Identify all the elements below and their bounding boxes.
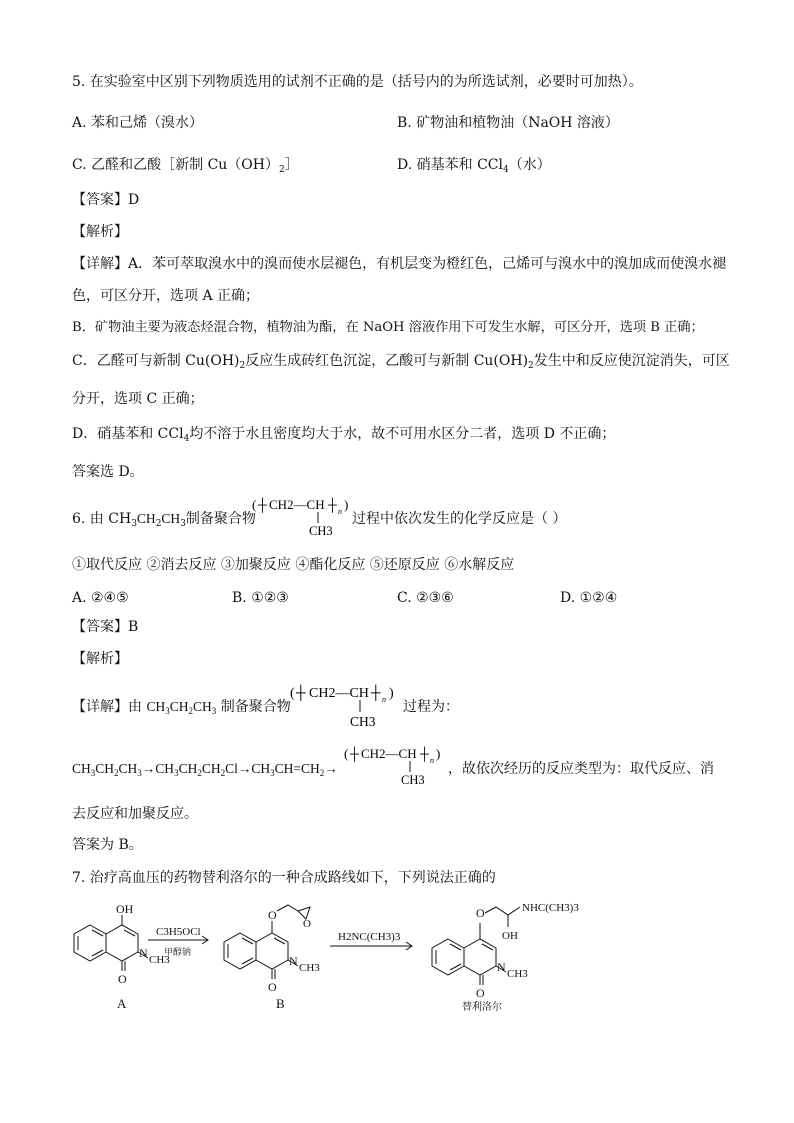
compound-a-label: A <box>117 996 127 1011</box>
svg-text:CH3: CH3 <box>149 954 170 966</box>
q6-option-a: A. ②④⑤ <box>72 590 129 606</box>
svg-text:): ) <box>389 686 394 701</box>
svg-text:(: ( <box>290 686 295 701</box>
product-label: 替利洛尔 <box>462 1002 502 1013</box>
q5-conclusion: 答案选 D。 <box>72 464 144 480</box>
svg-text:CH3: CH3 <box>401 773 425 787</box>
q5-detail-d: D．硝基苯和 CCl$_4$均不溶于水且密度均大于水，故不可用水区分二者，选项 D 不正确； <box>72 426 616 444</box>
q6-detail-line: 【详解】由 $CH_3CH_2CH_3$ 制备聚合物 <box>72 699 291 716</box>
q6-answer: 【答案】B <box>72 619 139 635</box>
svg-text:O: O <box>268 908 277 922</box>
q6-route-tail: ，故依次经历的反应类型为：取代反应、消 <box>448 761 714 777</box>
q6-option-d: D. ①②④ <box>560 590 618 606</box>
q5-analysis-heading: 【解析】 <box>72 224 128 240</box>
q6-conclusion: 答案为 B。 <box>72 837 143 853</box>
svg-text:NHC(CH3)3: NHC(CH3)3 <box>522 902 579 914</box>
condition-sodium-methoxide: 甲醇钠 <box>164 947 192 957</box>
svg-text:N: N <box>139 946 148 960</box>
reagent-c3h5ocl: C3H5OCl <box>156 926 201 938</box>
q5-answer: 【答案】D <box>72 192 140 208</box>
svg-text:O: O <box>476 986 485 1000</box>
q6-detail-tail: 过程为： <box>403 699 459 715</box>
q6-analysis-heading: 【解析】 <box>72 651 128 667</box>
q6-stem: 6. 由 $CH_3CH_2CH_3$制备聚合物 <box>72 511 256 529</box>
q5-stem: 5. 在实验室中区别下列物质选用的试剂不正确的是（括号内的为所选试剂，必要时可加热）。 <box>72 74 643 90</box>
svg-text:O: O <box>476 906 485 920</box>
svg-text:): ) <box>344 497 349 512</box>
q5-detail-c-line1: C．乙醛可与新制 $Cu(OH)_2$反应生成砖红色沉淀，乙酸可与新制 $Cu(OH)_2$发生中和反应使沉淀消失，可区 <box>72 353 730 371</box>
q6-option-b: B. ①②③ <box>232 590 289 606</box>
q5-option-a: A. 苯和己烯（溴水） <box>72 115 204 131</box>
svg-text:n: n <box>382 695 386 704</box>
svg-text:N: N <box>497 960 506 974</box>
q5-option-d: D. 硝基苯和 CCl$_4$（水） <box>397 157 551 175</box>
svg-text:┼: ┼ <box>350 747 359 761</box>
compound-a-structure <box>74 915 148 971</box>
q6-stem-tail: 过程中依次发生的化学反应是（ ） <box>352 511 567 527</box>
synthesis-route-diagram <box>60 895 620 1015</box>
q6-reaction-list: ①取代反应 ②消去反应 ③加聚反应 ④酯化反应 ⑤还原反应 ⑥水解反应 <box>72 557 515 573</box>
svg-text:OH: OH <box>116 902 134 916</box>
svg-text:n: n <box>430 756 434 765</box>
svg-text:O: O <box>303 918 311 930</box>
q6-option-c: C. ②③⑥ <box>397 590 454 606</box>
q5-detail-a-line1: 【详解】A．苯可萃取溴水中的溴而使水层褪色，有机层变为橙红色，己烯可与溴水中的溴加成而使溴水褪 <box>72 256 727 272</box>
svg-text:┼: ┼ <box>296 685 306 700</box>
svg-text:┼: ┼ <box>328 498 337 512</box>
polymer-chain: CH2—CH <box>361 746 417 761</box>
polymer-structure <box>344 744 454 788</box>
svg-text:┼: ┼ <box>258 498 267 512</box>
svg-text:CH3: CH3 <box>507 968 528 980</box>
polymer-structure <box>252 495 362 539</box>
svg-text:CH3: CH3 <box>309 524 333 538</box>
svg-text:┼: ┼ <box>371 685 381 700</box>
polymer-chain: CH2—CH <box>269 497 325 512</box>
svg-text:O: O <box>268 980 277 994</box>
q5-detail-a-line2: 色，可区分开，选项 A 正确； <box>72 288 260 304</box>
svg-text:OH: OH <box>502 930 518 942</box>
q7-stem: 7. 治疗高血压的药物替利洛尔的一种合成路线如下，下列说法正确的 <box>72 870 496 886</box>
svg-text:CH3: CH3 <box>299 962 320 974</box>
svg-text:N: N <box>289 954 298 968</box>
q5-option-b: B. 矿物油和植物油（NaOH 溶液） <box>397 115 619 131</box>
q6-reaction-route: $CH_3CH_2CH_3\to CH_3CH_2CH_2Cl\to CH_3CH=CH_2\to$ <box>72 761 338 778</box>
svg-text:CH3: CH3 <box>350 714 376 729</box>
q5-detail-c-line2: 分开，选项 C 正确； <box>72 391 204 407</box>
svg-text:O: O <box>118 972 127 986</box>
compound-b-label: B <box>276 996 285 1011</box>
reagent-tert-butylamine: H2NC(CH3)3 <box>338 931 401 943</box>
q5-detail-b: B．矿物油主要为液态烃混合物，植物油为酯，在 NaOH 溶液作用下可发生水解，可区分开，选项 B 正确； <box>72 320 704 335</box>
svg-text:): ) <box>436 746 441 761</box>
q5-option-c: C. 乙醛和乙酸［新制 $Cu(OH)_2]$ <box>72 157 299 175</box>
svg-text:n: n <box>338 507 342 516</box>
svg-text:(: ( <box>344 746 349 761</box>
q6-route-tail-2: 去反应和加聚反应。 <box>72 806 198 822</box>
svg-text:┼: ┼ <box>420 747 429 761</box>
polymer-chain: CH2—CH <box>309 686 369 701</box>
svg-text:(: ( <box>252 497 257 512</box>
polymer-structure <box>290 682 408 730</box>
